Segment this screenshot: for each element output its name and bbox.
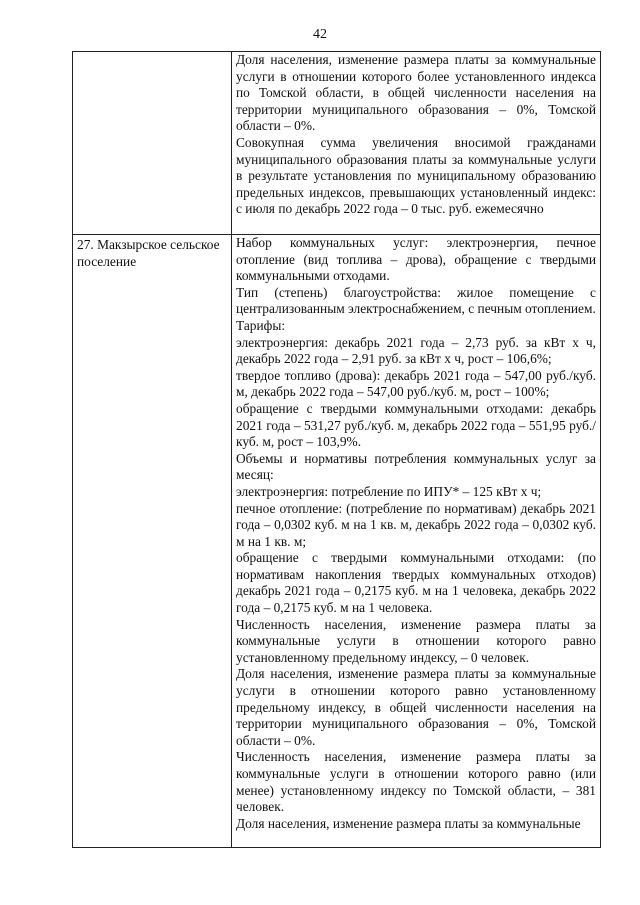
details-cell	[232, 235, 601, 848]
paragraph: Тип (степень) благоустройства: жилое помещение с централизованным электроснабжением, с печным отоплением.	[236, 284, 596, 317]
paragraph: Доля населения, изменение размера платы за коммунальные	[236, 815, 581, 831]
municipality-cell	[73, 52, 232, 235]
paragraph: Тарифы:	[236, 317, 286, 333]
paragraph: электроэнергия: потребление по ИПУ* – 125 кВт х ч;	[236, 483, 542, 499]
paragraph: Доля населения, изменение размера платы за коммунальные услуги в отношении которого более установленного индекса по Томской области, в общей численности населения на территории муниципального образования – 0%, Томской области – 0%.	[236, 52, 596, 134]
paragraph: Совокупная сумма увеличения вносимой гражданами муниципального образования платы за коммунальные услуги в результате установления по муниципальному образованию предельных индексов, превышающих установленный индекс: с июля по декабрь 2022 года – 0 тыс. руб. ежемесячно	[236, 134, 596, 217]
indices-table	[72, 51, 601, 848]
paragraph: печное отопление: (потребление по нормативам) декабрь 2021 года – 0,0302 куб. м на 1 кв. м, декабрь 2022 года – 0,0302 куб. м на 1 кв. м;	[236, 500, 596, 549]
paragraph: Набор коммунальных услуг: электроэнергия, печное отопление (вид топлива – дрова), обращение с твердыми коммунальными отходами.	[236, 235, 596, 284]
table-row	[73, 52, 601, 235]
paragraph: электроэнергия: декабрь 2021 года – 2,73 руб. за кВт х ч, декабрь 2022 года – 2,91 руб. за кВт х ч, рост – 106,6%;	[236, 334, 596, 367]
paragraph: Доля населения, изменение размера платы за коммунальные услуги в отношении которого равно установленному предельному индексу, в общей численности населения на территории муниципального образования – 0%, Томской области – 0%.	[236, 666, 596, 748]
paragraph: обращение с твердыми коммунальными отходами: (по нормативам накопления твердых коммунальных отходов) декабрь 2021 года – 0,2175 куб. м на 1 человека, декабрь 2022 года – 0,2175 куб. м на 1 человека.	[236, 550, 596, 616]
paragraph: Численность населения, изменение размера платы за коммунальные услуги в отношении которого равно установленному предельному индексу, – 0 человек.	[236, 616, 596, 665]
details-cell	[232, 52, 601, 235]
paragraph: обращение с твердыми коммунальными отходами: декабрь 2021 года – 531,27 руб./куб. м, декабрь 2022 года – 551,95 руб./куб. м, рост – 103,9%.	[236, 400, 596, 450]
paragraph: Объемы и нормативы потребления коммунальных услуг за месяц:	[236, 450, 596, 483]
table-row	[73, 235, 601, 848]
municipality-cell	[73, 235, 232, 848]
municipality-name: 27. Макзырское сельское поселение	[77, 237, 220, 269]
page-number: 42	[313, 27, 327, 42]
paragraph: твердое топливо (дрова): декабрь 2021 года – 547,00 руб./куб. м, декабрь 2022 года – 547,00 руб./куб. м, рост – 100%;	[236, 367, 596, 400]
paragraph: Численность населения, изменение размера платы за коммунальные услуги в отношении которого равно (или менее) установленному индексу по Томской области, – 381 человек.	[236, 749, 596, 815]
